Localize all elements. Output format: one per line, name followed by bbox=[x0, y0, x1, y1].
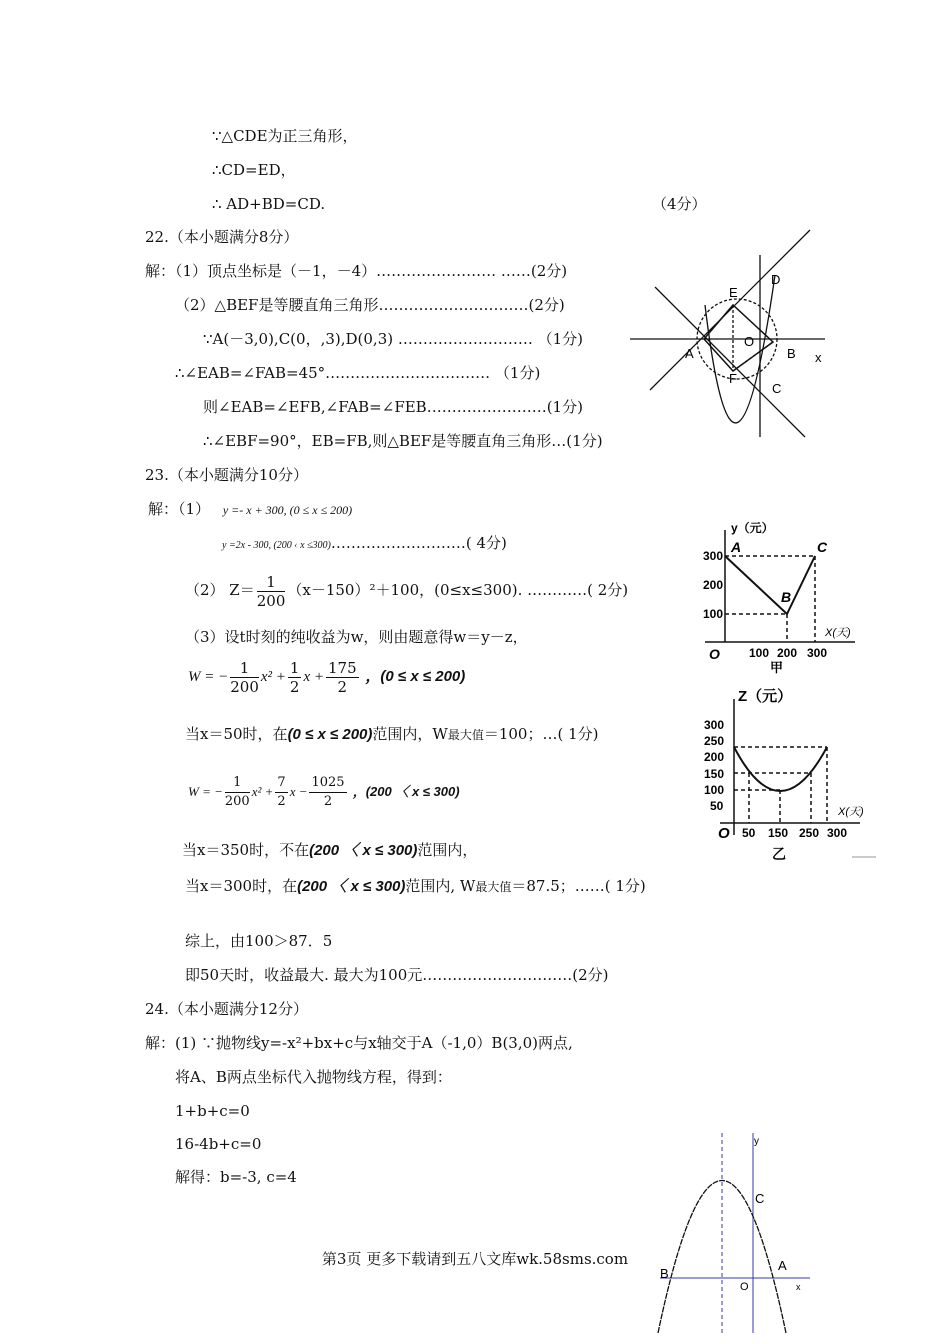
text-line: 当x＝350时，不在(200 〈 x ≤ 300)范围内， bbox=[182, 841, 478, 859]
label-C: C bbox=[755, 1191, 765, 1206]
text-line: 当x＝50时，在(0 ≤ x ≤ 200)范围内，W最大值＝100；…( 1分) bbox=[185, 725, 599, 743]
label-B: B bbox=[781, 589, 792, 605]
label-A: A bbox=[778, 1258, 787, 1273]
formula-w2: W = − $\frac{1}{200}$ x² + $\frac{7}{2}$ x − $\frac{1025}{2}$ ，(200 〈 x ≤ 300) bbox=[188, 775, 460, 809]
page-footer: 第3页 更多下载请到五八文库wk.58sms.com bbox=[321, 1250, 629, 1268]
label-A: A bbox=[685, 346, 694, 361]
text-line: 解：（1）顶点坐标是（－1，－4）…………………… ……(2分) bbox=[145, 262, 568, 280]
origin-label: O bbox=[709, 646, 720, 662]
label-D: D bbox=[771, 272, 781, 287]
y-tick: 200 bbox=[704, 750, 725, 764]
equation: y =- x + 300, (0 ≤ x ≤ 200) bbox=[222, 503, 353, 517]
label-O: O bbox=[740, 1281, 749, 1293]
x-tick: 150 bbox=[768, 826, 789, 840]
caption: 甲 bbox=[770, 660, 784, 675]
label-E: E bbox=[729, 285, 738, 300]
text-line: ∴∠EAB=∠FAB=45°…………………………… （1分) bbox=[175, 364, 541, 382]
x-tick: 200 bbox=[777, 646, 798, 660]
y-tick: 50 bbox=[710, 799, 724, 813]
text-line: ∵A(－3,0),C(0，,3),D(0,3) ……………………… （1分) bbox=[203, 330, 584, 348]
text-line: 解：(1) ∵抛物线y=-x²+bx+c与x轴交于A（-1,0）B(3,0)两点, bbox=[145, 1034, 573, 1052]
text-line: 将A、B两点坐标代入抛物线方程，得到： bbox=[175, 1068, 452, 1086]
text-line: ∵△CDE为正三角形， bbox=[212, 127, 358, 145]
formula-tail: （x－150）²＋100，(0≤x≤300). …………( 2分) bbox=[287, 581, 629, 599]
figure-q24 bbox=[650, 1128, 820, 1338]
text-line: （3）设t时刻的纯收益为w，则由题意得w＝y－z， bbox=[185, 628, 528, 646]
x-axis-label: X(天) bbox=[825, 627, 851, 639]
y-tick: 150 bbox=[704, 767, 725, 781]
x-tick: 250 bbox=[799, 826, 820, 840]
x-tick: 300 bbox=[827, 826, 848, 840]
line-ad bbox=[650, 230, 810, 390]
x-tick: 100 bbox=[749, 646, 770, 660]
text-line: 则∠EAB=∠EFB,∠FAB=∠FEB……………………(1分) bbox=[203, 398, 583, 416]
label-B: B bbox=[660, 1266, 669, 1281]
label: 解：（1） bbox=[148, 500, 211, 518]
label-y: y bbox=[754, 1136, 759, 1147]
text-line bbox=[222, 533, 507, 556]
text-line: 1+b+c=0 bbox=[175, 1102, 250, 1120]
y-tick: 100 bbox=[703, 607, 724, 621]
label-F: F bbox=[729, 371, 737, 386]
text-line: 解得：b=-3, c=4 bbox=[175, 1168, 297, 1186]
label-O: O bbox=[744, 334, 755, 349]
label-x: x bbox=[796, 1282, 801, 1292]
question-heading: 24.（本小题满分12分） bbox=[145, 1000, 308, 1018]
formula-w1: W = − $\frac{1}{200}$ x² + $\frac{1}{2}$ x + $\frac{175}{2}$ ，(0 ≤ x ≤ 200) bbox=[188, 658, 466, 696]
y-axis-label: y（元） bbox=[731, 521, 774, 535]
text-line: ∴∠EBF=90°，EB=FB,则△BEF是等腰直角三角形…(1分) bbox=[203, 432, 603, 450]
label: （2） Z＝ bbox=[185, 581, 255, 599]
x-tick: 300 bbox=[807, 646, 828, 660]
label-x: x bbox=[815, 350, 822, 365]
y-axis-label: Z（元） bbox=[738, 688, 793, 705]
text-line bbox=[185, 570, 628, 610]
y-tick: 250 bbox=[704, 734, 725, 748]
question-heading: 22.（本小题满分8分） bbox=[145, 228, 299, 246]
score: （4分） bbox=[652, 195, 707, 213]
label-B: B bbox=[787, 346, 796, 361]
text-line: （2）△BEF是等腰直角三角形…………………………(2分) bbox=[175, 296, 565, 314]
score: ………………………( 4分) bbox=[330, 534, 507, 552]
y-tick: 300 bbox=[703, 549, 724, 563]
y-tick: 300 bbox=[704, 718, 725, 732]
text-line: 16-4b+c=0 bbox=[175, 1135, 262, 1153]
x-axis-label: X(天) bbox=[838, 806, 864, 818]
text-line: 即50天时，收益最大. 最大为100元…………………………(2分) bbox=[185, 966, 609, 984]
text-line: ∴CD=ED， bbox=[212, 161, 296, 179]
text-line: 综上，由100＞87．5 bbox=[185, 932, 333, 950]
y-tick: 100 bbox=[704, 783, 725, 797]
text-line bbox=[148, 499, 352, 520]
label-C: C bbox=[772, 381, 782, 396]
figure-q22 bbox=[625, 225, 835, 445]
label-A: A bbox=[731, 539, 742, 555]
origin-label: O bbox=[718, 825, 730, 842]
text-line: ∴ AD+BD=CD. bbox=[212, 195, 326, 213]
figure-yi bbox=[700, 685, 885, 865]
figure-jia bbox=[695, 518, 875, 678]
caption: 乙 bbox=[772, 846, 786, 862]
x-tick: 50 bbox=[742, 826, 756, 840]
label-C: C bbox=[817, 539, 828, 555]
y-tick: 200 bbox=[703, 578, 724, 592]
question-heading: 23.（本小题满分10分） bbox=[145, 466, 308, 484]
text-line: 当x＝300时，在(200 〈 x ≤ 300)范围内, W最大值＝87.5；……( 1分) bbox=[185, 877, 646, 895]
fraction: $\frac{1}{200}$ bbox=[256, 572, 286, 610]
equation: y =2x - 300, (200 ‹ x ≤300) bbox=[222, 540, 331, 551]
